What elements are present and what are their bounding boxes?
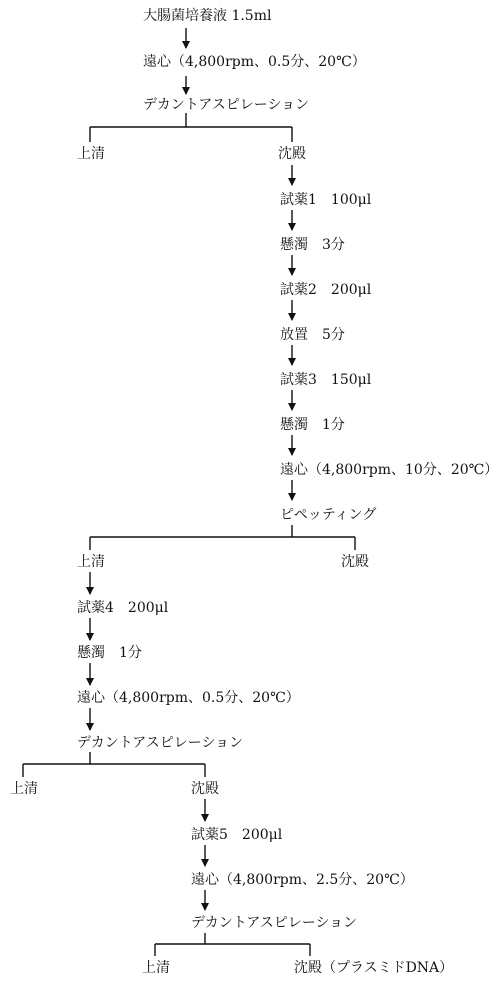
supernatant-2: 上清 xyxy=(77,554,105,570)
step-suspend-1: 懸濁 3分 xyxy=(280,237,345,253)
supernatant-4: 上清 xyxy=(142,960,170,976)
supernatant-1: 上清 xyxy=(77,146,105,162)
supernatant-3: 上清 xyxy=(10,781,38,797)
step-decant-1: デカントアスピレーション xyxy=(143,97,310,113)
step-centrifuge-4: 遠心（4,800rpm、2.5分、20℃） xyxy=(191,872,414,888)
step-decant-2: デカントアスピレーション xyxy=(77,735,244,751)
step-suspend-2: 懸濁 1分 xyxy=(280,417,345,433)
step-decant-3: デカントアスピレーション xyxy=(191,915,358,931)
step-reagent-2: 試薬2 200μl xyxy=(280,282,372,298)
step-centrifuge-3: 遠心（4,800rpm、0.5分、20℃） xyxy=(77,690,300,706)
step-start: 大腸菌培養液 1.5ml xyxy=(143,8,272,24)
step-centrifuge-2: 遠心（4,800rpm、10分、20℃） xyxy=(280,462,499,478)
step-stand-1: 放置 5分 xyxy=(280,327,345,343)
step-reagent-5: 試薬5 200μl xyxy=(191,827,283,843)
step-suspend-3: 懸濁 1分 xyxy=(77,645,142,661)
pellet-2: 沈殿 xyxy=(341,554,369,570)
pellet-3: 沈殿 xyxy=(191,781,219,797)
step-centrifuge-1: 遠心（4,800rpm、0.5分、20℃） xyxy=(143,54,366,70)
step-reagent-3: 試薬3 150μl xyxy=(280,372,372,388)
pellet-1: 沈殿 xyxy=(278,146,306,162)
step-reagent-4: 試薬4 200μl xyxy=(77,600,169,616)
step-reagent-1: 試薬1 100μl xyxy=(280,192,372,208)
step-pipetting: ピペッティング xyxy=(280,507,377,523)
pellet-4-plasmid-dna: 沈殿（プラスミドDNA） xyxy=(294,960,454,976)
